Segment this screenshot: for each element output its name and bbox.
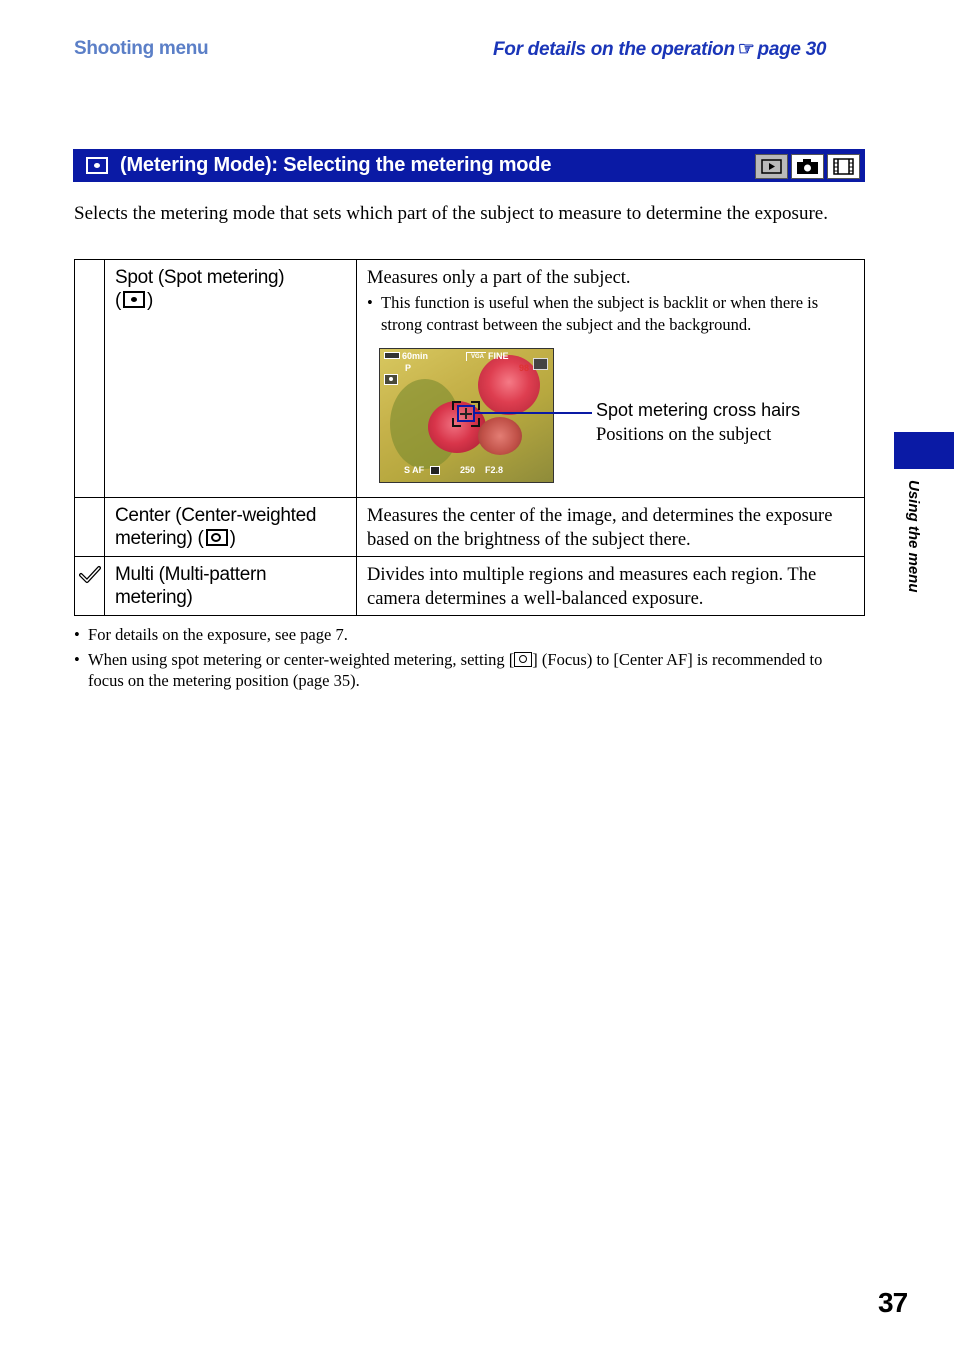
center-af-icon (430, 466, 440, 475)
section-title: Shooting menu (74, 38, 209, 59)
option-center (105, 498, 356, 550)
paren-open: ( (115, 290, 122, 311)
remaining-shots: 98 (519, 363, 530, 373)
page-number: 37 (878, 1287, 908, 1318)
check-cell (75, 557, 105, 616)
option-name: Multi (Multi-pattern (115, 564, 267, 585)
callout-label: Spot metering cross hairs (596, 400, 801, 420)
shutter-speed: 250 (460, 465, 476, 475)
note-text: For details on the exposure, see page 7. (88, 625, 348, 644)
intro-paragraph: Selects the metering mode that sets which part of the subject to measure to determine the exposure. (74, 203, 828, 224)
focus-mode: S AF (404, 465, 425, 475)
rose-flower-bottom (478, 417, 522, 455)
default-setting-checkmark-icon (79, 565, 101, 585)
image-quality: FINE (488, 351, 509, 361)
callout-leader-line (474, 412, 592, 414)
bullet-text: This function is useful when the subject is backlit or when there is strong contrast between the subject and the background. (381, 293, 819, 334)
note-item: • For details on the exposure, see page 7. (74, 625, 348, 644)
description-cell (357, 557, 865, 616)
aperture-value: F2.8 (485, 465, 504, 475)
option-description: Measures the center of the image, and determines the exposure based on the brightness of the subject there. (367, 506, 833, 550)
battery-icon (384, 352, 400, 359)
description-bullet: • This function is useful when the subject is backlit or when there is strong contrast between the subject and the background. (367, 293, 819, 334)
option-description (357, 260, 864, 336)
description-cell (357, 260, 865, 498)
pointing-hand-icon: ☞ (737, 39, 755, 60)
option-multi (105, 557, 356, 609)
metering-mode-icon (86, 157, 108, 174)
battery-remaining: 60min (402, 351, 429, 361)
details-page-link[interactable]: page 30 (757, 39, 827, 60)
option-cell (105, 557, 357, 616)
notes-list (74, 624, 834, 695)
camera-mode-icon (533, 358, 548, 370)
option-spot (105, 260, 356, 312)
note-text: When using spot metering or center-weighted metering, setting [ (88, 650, 515, 669)
operation-reference (493, 38, 826, 61)
spot-metering-cross-hairs (457, 405, 475, 422)
spot-metering-lcd-icon (384, 374, 398, 385)
note-text: ] (Focus) to [Center AF] is recommended to focus on the metering position (page 35). (88, 650, 823, 690)
exposure-mode: P (405, 363, 412, 373)
camera-icon (791, 154, 824, 179)
check-cell (75, 498, 105, 557)
details-prefix: For details on the operation (493, 39, 735, 60)
check-cell (75, 260, 105, 498)
metering-options-table (74, 259, 865, 616)
callout-sub: Positions on the subject (596, 425, 772, 445)
spot-metering-icon (123, 291, 145, 308)
section-title-bar (73, 149, 865, 182)
description-cell (357, 498, 865, 557)
description-text: Measures only a part of the subject. (367, 268, 631, 288)
center-weighted-metering-icon (206, 529, 228, 546)
section-heading: (Metering Mode): Selecting the metering mode (120, 154, 552, 176)
playback-icon (755, 154, 788, 179)
table-row (75, 260, 865, 498)
option-cell (105, 498, 357, 557)
option-name: Spot (Spot metering) (115, 267, 285, 288)
option-name-cont: metering) ( (115, 528, 204, 549)
table-row (75, 498, 865, 557)
paren-close: ) (147, 290, 154, 311)
movie-icon (827, 154, 860, 179)
image-size: VGA (471, 354, 485, 360)
option-name-cont: metering) (115, 587, 193, 608)
focus-icon (514, 652, 532, 667)
option-description: Divides into multiple regions and measures each region. The camera determines a well-balanced exposure. (367, 565, 817, 609)
paren-close: ) (229, 528, 236, 549)
table-row (75, 557, 865, 616)
option-name: Center (Center-weighted (115, 505, 317, 526)
camera-lcd-preview (379, 348, 554, 483)
option-cell (105, 260, 357, 498)
chapter-tab-marker (894, 432, 954, 469)
chapter-tab-label: Using the menu (905, 480, 922, 593)
rose-flower-top (478, 355, 540, 415)
note-item: • When using spot metering or center-weighted metering, setting [ ] (Focus) to [Center AF] is recommended to focus on the metering position (page 35). (74, 650, 823, 690)
